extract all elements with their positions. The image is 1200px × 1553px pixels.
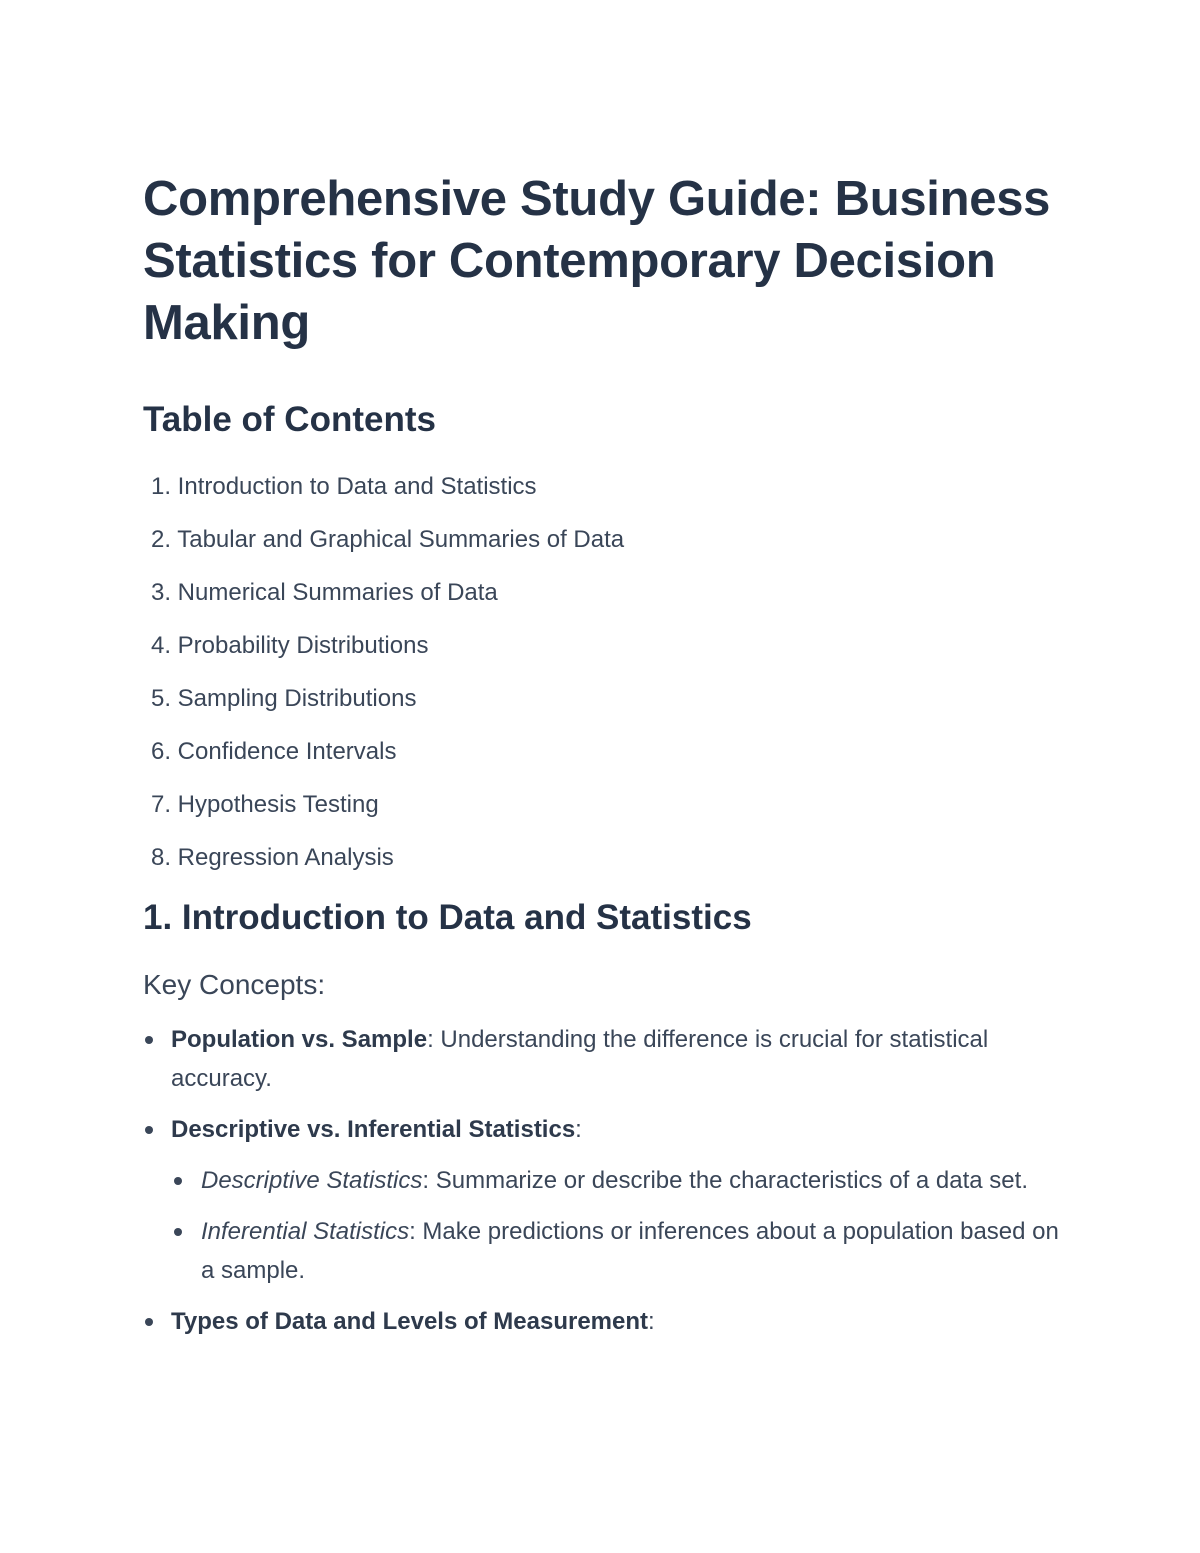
sub-concept-term: Descriptive Statistics xyxy=(201,1167,423,1194)
concept-text: : xyxy=(575,1116,582,1143)
sub-list-item xyxy=(171,1212,1063,1290)
toc-item[interactable]: 5. Sampling Distributions xyxy=(150,685,417,712)
bullet-icon xyxy=(145,1318,153,1326)
list-item xyxy=(143,1110,1063,1290)
bullet-icon xyxy=(174,1228,182,1236)
sub-list xyxy=(171,1161,1063,1290)
table-of-contents xyxy=(143,472,1063,873)
document-title: Comprehensive Study Guide: Business Statistics for Contemporary Decision Making xyxy=(143,172,1051,350)
list-item xyxy=(143,1302,1063,1341)
sub-concept-text: : Make predictions or inferences about a population based on a sample. xyxy=(201,1218,1059,1284)
concept-term: Types of Data and Levels of Measurement xyxy=(171,1308,649,1335)
list-item xyxy=(143,1020,1063,1098)
toc-item[interactable]: 4. Probability Distributions xyxy=(150,632,429,659)
bullet-icon xyxy=(145,1126,153,1134)
key-concepts-heading: Key Concepts: xyxy=(143,969,326,1000)
sub-concept-term: Inferential Statistics xyxy=(201,1218,410,1245)
sub-concept-text: : Summarize or describe the characteristics of a data set. xyxy=(422,1167,1028,1194)
concept-term: Descriptive vs. Inferential Statistics xyxy=(171,1116,576,1143)
key-concepts-list xyxy=(143,1020,1063,1341)
toc-heading: Table of Contents xyxy=(143,400,436,439)
sub-list-item xyxy=(171,1161,1063,1200)
bullet-icon xyxy=(145,1036,153,1044)
section-heading: 1. Introduction to Data and Statistics xyxy=(143,898,752,937)
document-page xyxy=(143,168,1063,1353)
concept-text: : Understanding the difference is crucial for statistical accuracy. xyxy=(171,1026,989,1092)
toc-item[interactable]: 3. Numerical Summaries of Data xyxy=(150,579,498,606)
concept-term: Population vs. Sample xyxy=(171,1026,428,1053)
toc-item[interactable]: 7. Hypothesis Testing xyxy=(150,791,379,818)
bullet-icon xyxy=(174,1177,182,1185)
toc-item[interactable]: 2. Tabular and Graphical Summaries of Data xyxy=(150,526,625,553)
toc-item[interactable]: 8. Regression Analysis xyxy=(150,844,394,871)
concept-text: : xyxy=(648,1308,655,1335)
toc-item[interactable]: 6. Confidence Intervals xyxy=(150,738,397,765)
toc-item[interactable]: 1. Introduction to Data and Statistics xyxy=(150,473,537,500)
